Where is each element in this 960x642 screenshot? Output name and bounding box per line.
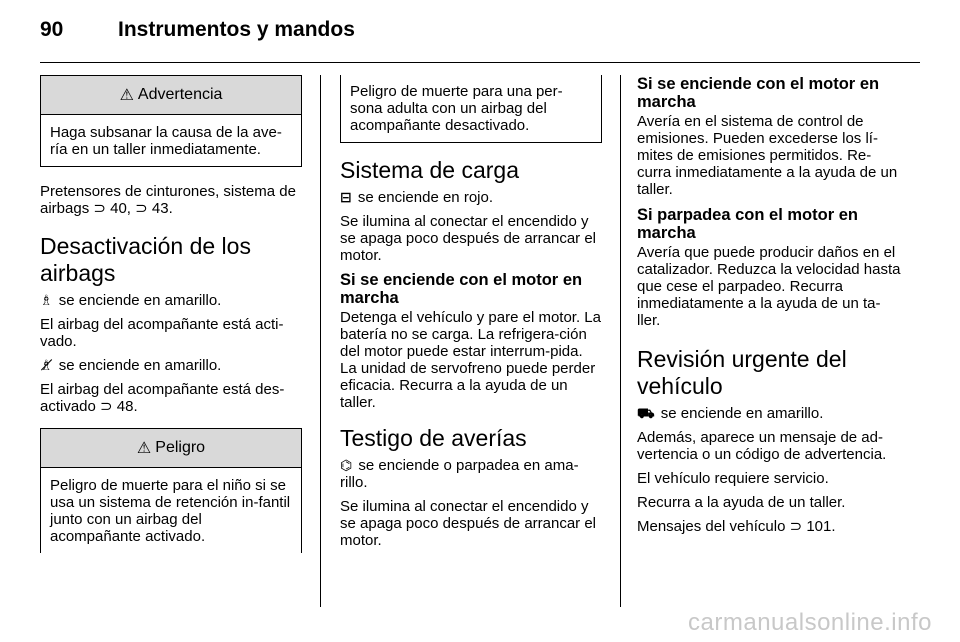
section-heading-revision: Revisión urgente del vehículo [637, 346, 847, 399]
battery-line: ⊟ se enciende en rojo. [340, 189, 494, 206]
airbag-off-paragraph: El airbag del acompañante está des-activado ⊃ 48. [40, 381, 285, 415]
revision-paragraph-2: El vehículo requiere servicio. [637, 470, 829, 487]
header-rule [40, 62, 920, 63]
advertencia-box [40, 75, 302, 167]
page-reference-link[interactable]: 43. [151, 200, 173, 217]
reference-arrow-icon: ⊃ [135, 200, 148, 217]
airbag-off-line: ♗̸ se enciende en amarillo. [40, 357, 222, 374]
column-divider [620, 75, 621, 607]
revision-paragraph-3: Recurra a la ayuda de un taller. [637, 494, 846, 511]
section-heading-testigo: Testigo de averías [340, 425, 527, 451]
watermark: carmanualsonline.info [688, 609, 932, 636]
column-1 [40, 75, 302, 569]
peligro-body: Peligro de muerte para el niño si se usa un sistema de retención in-fantil junto con un airbag del acompañante activado. [50, 477, 291, 545]
reference-arrow-icon: ⊃ [789, 518, 803, 535]
reference-arrow-icon: ⊃ [93, 200, 106, 217]
column-2 [340, 75, 602, 556]
peligro-continuation-body: Peligro de muerte para una per-sona adulta con un airbag del acompañante desactivado. [350, 83, 563, 134]
sub2-paragraph: Avería que puede producir daños en el catalizador. Reduzca la velocidad hasta que cese el parpadeo. Recurra inmediatamente a la ayuda de un ta-ller. [637, 244, 901, 329]
sub1-paragraph: Avería en el sistema de control de emisiones. Pueden excederse los lí-mites de emisiones permitidos. Re-curra inmediatamente a la ayuda de un taller. [637, 113, 898, 198]
service-car-icon: ⛟ [637, 405, 655, 421]
subheading-motor-marcha: Si se enciende con el motor en marcha [340, 271, 583, 307]
airbag-off-icon: ♗̸ [40, 357, 53, 373]
service-line: ⛟ se enciende en amarillo. [637, 405, 824, 422]
testigo-paragraph: Se ilumina al conectar el encendido y se apaga poco después de arrancar el motor. [340, 498, 597, 549]
column-divider [320, 75, 321, 607]
page-number: 90 [40, 18, 64, 41]
warning-triangle-icon: ⚠ [119, 87, 134, 104]
peligro-box [40, 428, 302, 553]
peligro-continuation-box [340, 75, 602, 143]
pretensores-paragraph: Pretensores de cinturones, sistema de airbags ⊃ 40, ⊃ 43. [40, 183, 296, 217]
airbag-on-line: ♗ se enciende en amarillo. [40, 292, 222, 309]
airbag-on-icon: ♗ [40, 292, 53, 308]
engine-line: ⌬ se enciende o parpadea en ama-rillo. [340, 457, 579, 491]
page-reference-link[interactable]: 40, [110, 200, 131, 217]
advertencia-title: Advertencia [137, 86, 223, 103]
revision-paragraph-1: Además, aparece un mensaje de ad-vertencia o un código de advertencia. [637, 429, 887, 463]
subheading-parpadea-motor: Si parpadea con el motor en marcha [637, 206, 858, 242]
warning-triangle-icon: ⚠ [136, 440, 152, 457]
advertencia-box-header [41, 76, 301, 115]
column-3 [637, 75, 903, 542]
page-reference-link[interactable]: 48. [116, 398, 138, 415]
sistema-carga-paragraph: Se ilumina al conectar el encendido y se apaga poco después de arrancar el motor. [340, 213, 597, 264]
peligro-title: Peligro [155, 439, 206, 456]
peligro-box-header [41, 429, 301, 468]
engine-check-icon: ⌬ [340, 457, 353, 473]
reference-arrow-icon: ⊃ [100, 398, 113, 415]
page-header [40, 18, 355, 50]
advertencia-body: Haga subsanar la causa de la ave-ría en un taller inmediatamente. [50, 124, 282, 158]
section-heading-desactivacion: Desactivación de los airbags [40, 233, 251, 286]
page-reference-link[interactable]: 101. [806, 518, 836, 535]
battery-icon: ⊟ [340, 189, 352, 205]
section-heading-sistema-carga: Sistema de carga [340, 157, 519, 183]
page-title: Instrumentos y mandos [118, 18, 355, 41]
sistema-carga-paragraph-2: Detenga el vehículo y pare el motor. La batería no se carga. La refrigera-ción del motor puede estar interrum-pida. La unidad de servofreno puede perder eficacia. Recurra a la ayuda de un taller. [340, 309, 601, 411]
subheading-enciende-motor: Si se enciende con el motor en marcha [637, 75, 880, 111]
airbag-on-paragraph: El airbag del acompañante está acti-vado. [40, 316, 284, 350]
revision-paragraph-4: Mensajes del vehículo ⊃ 101. [637, 518, 836, 535]
